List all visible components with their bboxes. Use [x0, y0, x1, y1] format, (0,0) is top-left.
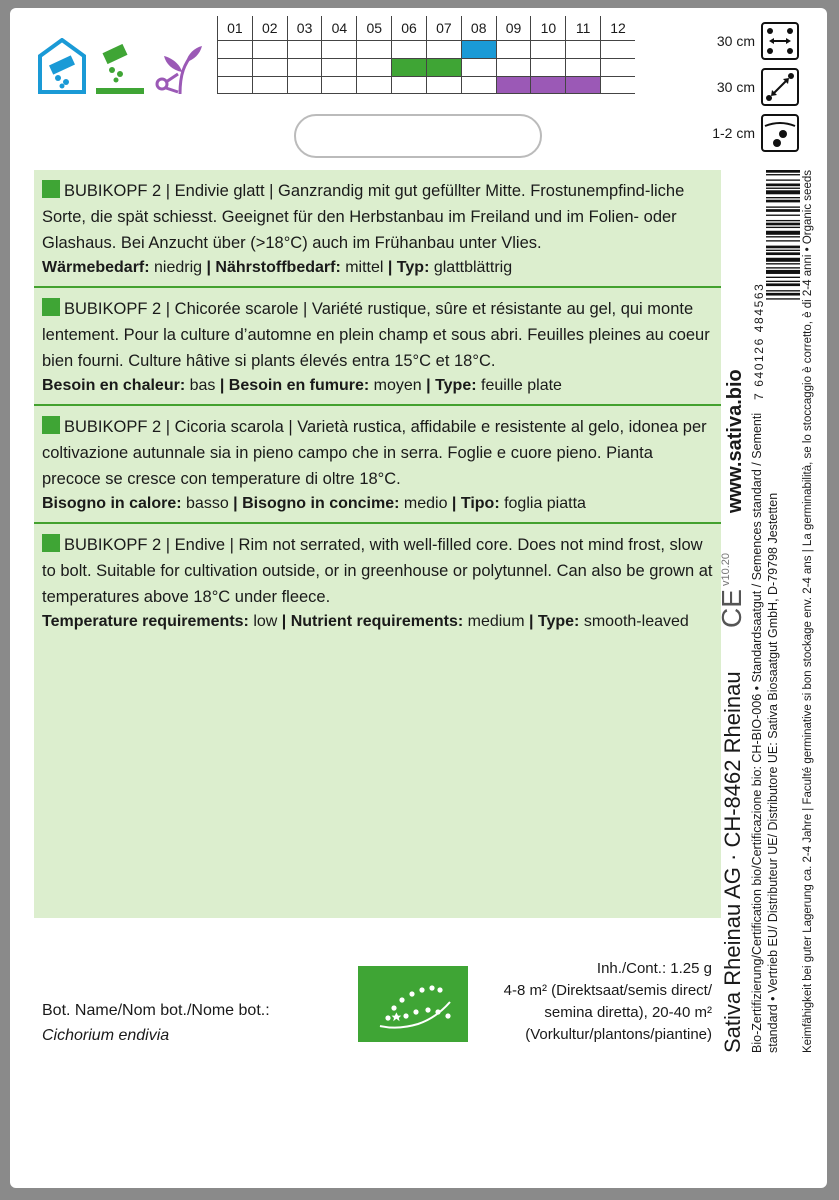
hang-tab-cutout: [294, 114, 542, 158]
requirement-value: bas: [185, 377, 216, 394]
plant-spacing-icon: [761, 68, 799, 106]
spec-row-spacing: [679, 18, 799, 64]
language-block: [34, 524, 721, 640]
spec-sowing-depth: [679, 110, 799, 156]
calendar-cell: [217, 59, 252, 76]
company-address: Sativa Rheinau AG · CH-8462 Rheinau: [720, 671, 745, 1053]
calendar-row-harvest: [217, 76, 635, 94]
row-spacing-icon: [761, 22, 799, 60]
language-block: [34, 288, 721, 406]
month-label: 04: [321, 16, 356, 40]
month-label: 12: [600, 16, 635, 40]
germination-note: Keimfähigkeit bei guter Lagerung ca. 2-4 Jahre | Faculté germinative si bon stockage env. 2-4 ans | La germinabilità, se lo stoccaggio è corretto, è di 2-4 anni • Organic seeds: [802, 170, 814, 1053]
calendar-cell: [496, 41, 531, 58]
requirement-key: | Type:: [524, 613, 580, 630]
contents-weight: Inh./Cont.: 1.25 g: [596, 960, 712, 977]
requirement-value: foglia piatta: [499, 495, 586, 512]
seed-packet-back: [10, 8, 827, 1188]
website-link[interactable]: www.sativa.bio: [724, 369, 746, 513]
calendar-cell: [287, 41, 322, 58]
requirement-value: glattblättrig: [429, 259, 513, 276]
botanical-name-label: Bot. Name/Nom bot./Nome bot.:: [42, 1002, 270, 1019]
requirement-key: | Tipo:: [447, 495, 500, 512]
indoor-sowing-icon: [38, 38, 86, 94]
description-body: BUBIKOPF 2 | Endivie glatt | Ganzrandig mit gut gefüllter Mitte. Frostunempfind-liche Sorte, die spät schiesst. Geeignet für den Herbstanbau im Freiland und im Folien- oder Glashaus. Bei Anzucht über (>18°C) auch im Frühanbau unter Vlies.: [42, 182, 685, 252]
direct-sowing-icon: [96, 44, 144, 96]
ce-mark: CE: [716, 589, 747, 628]
calendar-cell: [600, 77, 635, 93]
requirement-value: mittel: [340, 259, 384, 276]
row-spacing-label: 30 cm: [716, 33, 755, 49]
requirement-key: Besoin en chaleur:: [42, 377, 186, 394]
botanical-name-value: Cichorium endivia: [42, 1027, 170, 1044]
eu-organic-logo: [358, 966, 468, 1042]
contents-area-3: (Vorkultur/plantons/piantine): [525, 1026, 712, 1043]
contents-area-1: 4-8 m² (Direktsaat/semis direct/: [503, 982, 712, 999]
calendar-cell: [565, 59, 600, 76]
month-label: 08: [461, 16, 496, 40]
requirement-value: smooth-leaved: [579, 613, 689, 630]
calendar-cell: [391, 41, 426, 58]
requirement-key: Temperature requirements:: [42, 613, 249, 630]
calendar-cell: [461, 59, 496, 76]
language-block: [34, 406, 721, 524]
spec-plant-spacing: [679, 64, 799, 110]
description-body: BUBIKOPF 2 | Cicoria scarola | Varietà rustica, affidabile e resistente al gelo, idonea per coltivazione autunnale sia in pieno campo che in serra. Foglie e cuore pieno. Pianta precoce se cresce con temperature di oltre 18°C.: [42, 418, 707, 488]
requirement-key: | Typ:: [383, 259, 430, 276]
description-body: BUBIKOPF 2 | Endive | Rim not serrated, with well-filled core. Does not mind frost, slow to bolt. Suitable for cultivation outside, or in greenhouse or polytunnel. Can also be grown at temperatures above 18°C under fleece.: [42, 536, 713, 606]
calendar-cell: [321, 77, 356, 93]
calendar-cell: [287, 59, 322, 76]
calendar-cell: [287, 77, 322, 93]
harvest-icon: [154, 44, 206, 98]
sowing-calendar: [217, 16, 635, 94]
contents-area-2: semina diretta), 20-40 m²: [544, 1004, 712, 1021]
requirement-key: | Bisogno in concime:: [228, 495, 400, 512]
month-label: 01: [217, 16, 252, 40]
certification-line-2: standard • Vertrieb EU/ Distributeur UE/ Distributore UE: Sativa Biosaatgut GmbH, D-79798 Jestetten: [766, 492, 780, 1053]
requirement-value: feuille plate: [476, 377, 562, 394]
requirement-key: | Besoin en fumure:: [215, 377, 370, 394]
calendar-cell: [565, 41, 600, 58]
sowing-depth-icon: [761, 114, 799, 152]
requirements-line: [42, 610, 713, 634]
description-body: BUBIKOPF 2 | Chicorée scarole | Variété rustique, sûre et résistante au gel, qui monte lentement. Pour la culture d’automne en plein champ et sous abri. Feuilles pleines au coeur bien fourni. Culture hâtive si plants élevés entra 15°C et 18°C.: [42, 300, 710, 370]
requirement-key: | Type:: [421, 377, 477, 394]
calendar-cell: [356, 59, 391, 76]
requirements-line: [42, 374, 713, 398]
month-label: 09: [496, 16, 531, 40]
month-label: 11: [565, 16, 600, 40]
calendar-cell: [530, 41, 565, 58]
month-label: 10: [530, 16, 565, 40]
description-panel: [34, 170, 721, 918]
calendar-cell: [321, 59, 356, 76]
calendar-cell: [530, 59, 565, 76]
calendar-cell: [461, 77, 496, 93]
barcode: [766, 168, 800, 414]
green-square-icon: [42, 416, 60, 434]
calendar-row-indoor-sowing: [217, 40, 635, 58]
calendar-cell: [321, 41, 356, 58]
certification-line-1: Bio-Zertifizierung/Certification bio/Certificazione bio: CH-BIO-006 • Standardsaatgut / Semences standard / Sementi: [750, 412, 764, 1053]
requirement-key: | Nutrient requirements:: [277, 613, 464, 630]
calendar-cell: [600, 59, 635, 76]
green-square-icon: [42, 534, 60, 552]
calendar-cell: [600, 41, 635, 58]
requirements-line: [42, 492, 713, 516]
calendar-row-direct-sowing: [217, 58, 635, 76]
calendar-cell: [496, 77, 531, 93]
botanical-name: [42, 998, 270, 1048]
requirement-value: moyen: [369, 377, 422, 394]
requirement-value: medio: [399, 495, 448, 512]
month-label: 05: [356, 16, 391, 40]
calendar-cell: [356, 41, 391, 58]
month-label: 07: [426, 16, 461, 40]
description-text: [42, 532, 713, 610]
barcode-number: 7 640126 484563: [752, 282, 766, 400]
calendar-cell: [391, 59, 426, 76]
requirements-line: [42, 256, 713, 280]
calendar-cell: [496, 59, 531, 76]
requirement-key: | Nährstoffbedarf:: [202, 259, 341, 276]
month-label: 03: [287, 16, 322, 40]
calendar-months: [217, 16, 635, 40]
month-label: 06: [391, 16, 426, 40]
plant-spacing-label: 30 cm: [716, 79, 755, 95]
requirement-value: basso: [181, 495, 229, 512]
calendar-cell: [217, 41, 252, 58]
description-text: [42, 178, 713, 256]
version-label: v10.20: [720, 552, 732, 586]
requirement-value: medium: [463, 613, 525, 630]
calendar-cell: [426, 41, 461, 58]
green-square-icon: [42, 298, 60, 316]
side-info: [716, 168, 827, 1058]
sowing-depth-label: 1-2 cm: [712, 125, 755, 141]
calendar-cell: [252, 59, 287, 76]
description-text: [42, 296, 713, 374]
requirement-value: low: [248, 613, 278, 630]
calendar-cell: [426, 59, 461, 76]
calendar-cell: [252, 77, 287, 93]
calendar-cell: [217, 77, 252, 93]
calendar-cell: [391, 77, 426, 93]
description-text: [42, 414, 713, 492]
planting-specs: [679, 18, 799, 156]
calendar-cell: [565, 77, 600, 93]
requirement-key: Wärmebedarf:: [42, 259, 150, 276]
calendar-cell: [426, 77, 461, 93]
calendar-cell: [530, 77, 565, 93]
month-label: 02: [252, 16, 287, 40]
requirement-value: niedrig: [149, 259, 203, 276]
language-block: [34, 170, 721, 288]
calendar-cell: [252, 41, 287, 58]
requirement-key: Bisogno in calore:: [42, 495, 182, 512]
green-square-icon: [42, 180, 60, 198]
contents-info: [490, 958, 712, 1046]
calendar-cell: [461, 41, 496, 58]
calendar-cell: [356, 77, 391, 93]
